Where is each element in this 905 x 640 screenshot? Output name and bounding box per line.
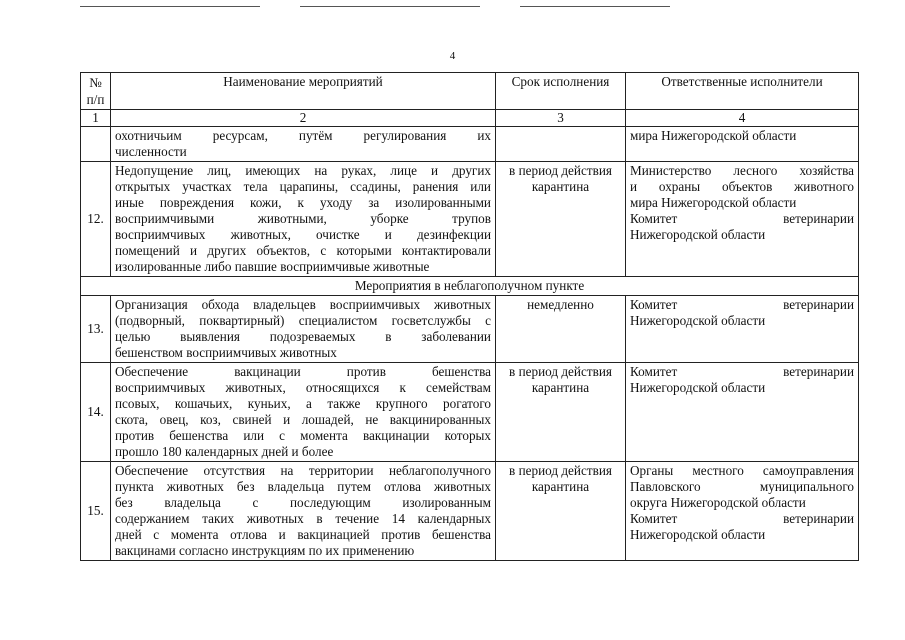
row-resp (626, 296, 859, 363)
text-line: вакцинами согласно инструкциям по их применению (115, 543, 415, 558)
text-line: Органы местного самоуправления (630, 463, 854, 478)
text-line: Комитет ветеринарии (630, 297, 854, 312)
text-line: бешенством восприимчивых животных (115, 345, 337, 360)
row-num: 15. (81, 462, 111, 561)
row-num-empty (81, 127, 111, 162)
text-line: Недопущение лиц, имеющих на руках, лице и других (115, 163, 491, 178)
text-line: Нижегородской области (630, 380, 766, 395)
top-rule-right (520, 6, 670, 7)
row-term-empty (496, 127, 626, 162)
row-term: немедленно (496, 296, 626, 363)
table-row-continued (81, 127, 859, 162)
text-line: против бешенства или с момента вакцинации которых (115, 428, 491, 443)
row-name (111, 296, 496, 363)
column-number-row (81, 110, 859, 127)
table-row-12 (81, 162, 859, 277)
text-line: иные повреждения кожи, к уходу за изолированными (115, 195, 491, 210)
text-line: без владельца с последующим изолированным (115, 495, 491, 510)
text-line: Обеспечение вакцинации против бешенства (115, 364, 491, 379)
header-num: № п/п (81, 73, 111, 110)
row-term: в период действия карантина (496, 162, 626, 277)
row-resp (626, 162, 859, 277)
text-line: открытых участках тела царапины, ссадины, ранения или (115, 179, 491, 194)
table-row-15 (81, 462, 859, 561)
text-line: Комитет ветеринарии (630, 511, 854, 526)
row-num: 14. (81, 363, 111, 462)
row-term: в период действия карантина (496, 462, 626, 561)
text-line: Нижегородской области (630, 527, 766, 542)
row-term: в период действия карантина (496, 363, 626, 462)
row-num: 13. (81, 296, 111, 363)
row-name (111, 363, 496, 462)
row-name (111, 162, 496, 277)
text-line: Павловского муниципального (630, 479, 854, 494)
text-line: дней с момента отлова и вакцинацией против бешенства (115, 527, 491, 542)
column-number: 3 (496, 110, 626, 127)
row-resp (626, 462, 859, 561)
row-name (111, 462, 496, 561)
text-line: пункта животных без владельца путем отлова животных (115, 479, 491, 494)
text-line: Нижегородской области (630, 227, 766, 242)
text-line: восприимчивыми животными, уборке трупов (115, 211, 491, 226)
row-resp: мира Нижегородской области (626, 127, 859, 162)
text-line: округа Нижегородской области (630, 495, 806, 510)
text-line: охотничьим ресурсам, путём регулирования их (115, 128, 491, 143)
text-line: восприимчивых животных, относящихся к семействам (115, 380, 491, 395)
column-number: 4 (626, 110, 859, 127)
header-term: Срок исполнения (496, 73, 626, 110)
row-num: 12. (81, 162, 111, 277)
top-rule-left (80, 6, 260, 7)
column-number: 1 (81, 110, 111, 127)
text-line: помещений и других объектов, с которыми контактировали (115, 243, 491, 258)
text-line: скота, овец, коз, свиней и лошадей, не вакцинированных (115, 412, 491, 427)
text-line: содержанием таких животных в течение 14 календарных (115, 511, 491, 526)
text-line: и охраны объектов животного (630, 179, 854, 194)
text-line: псовых, кошачьих, куньих, а также крупного рогатого (115, 396, 491, 411)
row-resp (626, 363, 859, 462)
section-row (81, 277, 859, 296)
header-name: Наименование мероприятий (111, 73, 496, 110)
text-line: Комитет ветеринарии (630, 211, 854, 226)
text-line: Министерство лесного хозяйства (630, 163, 854, 178)
table-row-13 (81, 296, 859, 363)
text-line: мира Нижегородской области (630, 195, 797, 210)
text-line: (подворный, поквартирный) специалистом госветслужбы с (115, 313, 491, 328)
section-title: Мероприятия в неблагополучном пункте (81, 277, 859, 296)
header-row (81, 73, 859, 110)
measures-table (80, 72, 859, 561)
page-number: 4 (449, 50, 456, 62)
text-line: Нижегородской области (630, 313, 766, 328)
text-line: восприимчивых животных, очистке и дезинфекции (115, 227, 491, 242)
text-line: Организация обхода владельцев восприимчивых животных (115, 297, 491, 312)
text-line: прошло 180 календарных дней и более (115, 444, 334, 459)
row-name (111, 127, 496, 162)
text-line: изолированные либо павшие восприимчивые животные (115, 259, 430, 274)
text-line: целью выявления подозреваемых в заболевании (115, 329, 491, 344)
table-row-14 (81, 363, 859, 462)
text-line: численности (115, 144, 187, 159)
text-line: Комитет ветеринарии (630, 364, 854, 379)
header-resp: Ответственные исполнители (626, 73, 859, 110)
text-line: Обеспечение отсутствия на территории неблагополучного (115, 463, 491, 478)
column-number: 2 (111, 110, 496, 127)
top-rule-middle (300, 6, 480, 7)
